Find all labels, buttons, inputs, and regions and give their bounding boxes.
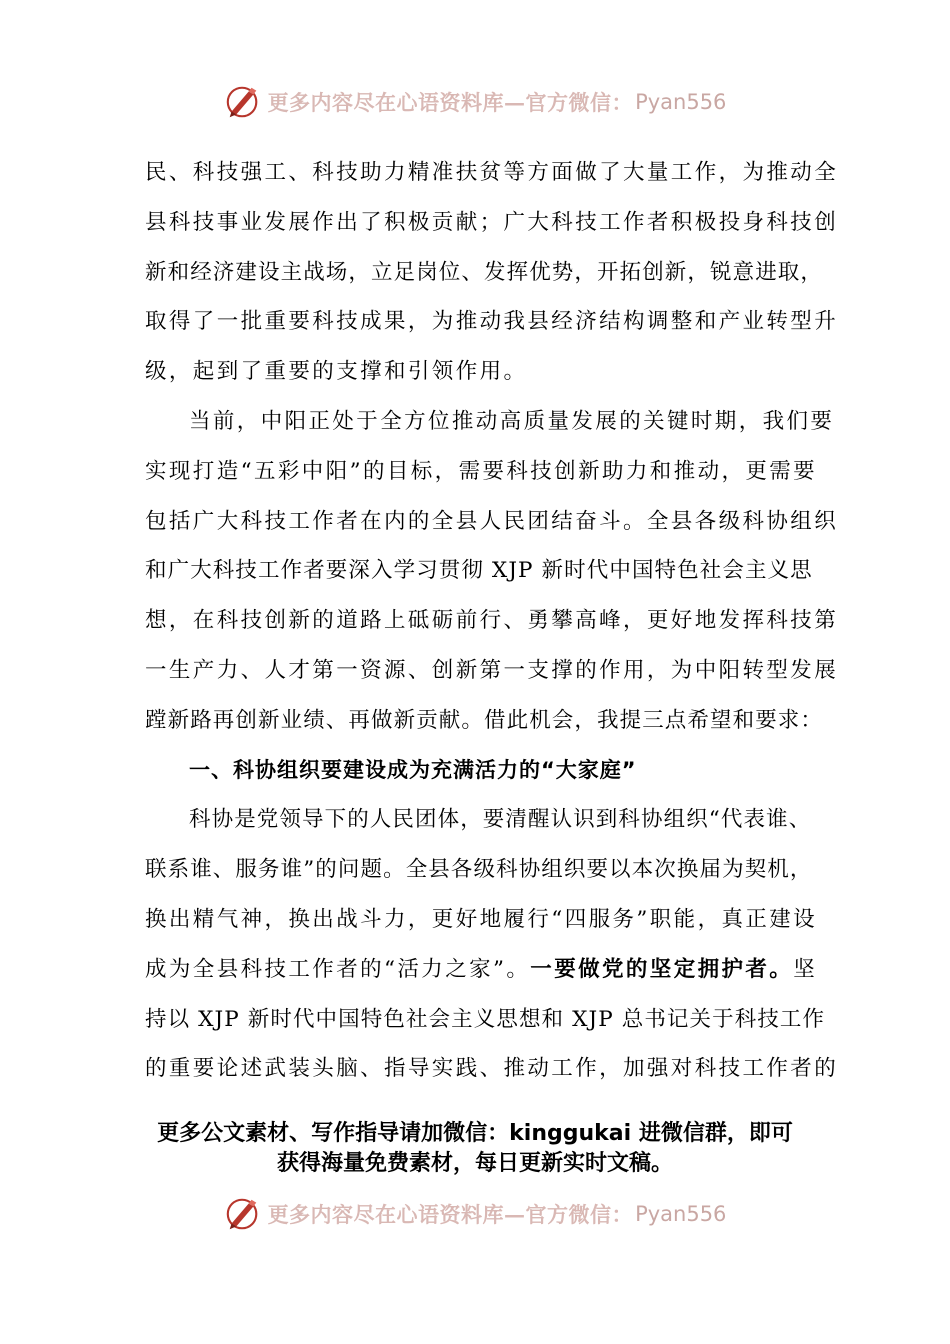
paragraph-line: 科协是党领导下的人民团体，要清醒认识到科协组织“代表谁、 xyxy=(189,807,812,833)
promo-block xyxy=(0,1119,950,1179)
pen-logo-icon xyxy=(224,83,262,121)
paragraph-line: 当前，中阳正处于全方位推动高质量发展的关键时期，我们要 xyxy=(189,408,835,434)
paragraph-line xyxy=(145,945,817,995)
paragraph-line: 取得了一批重要科技成果，为推动我县经济结构调整和产业转型升 xyxy=(145,309,839,335)
paragraph-line: 新和经济建设主战场，立足岗位、发挥优势，开拓创新，锐意进取， xyxy=(145,259,824,285)
header-banner-text: 更多内容尽在心语资料库—官方微信： xyxy=(267,90,634,115)
paragraph-line: 实现打造“五彩中阳”的目标，需要科技创新助力和推动，更需要 xyxy=(145,458,818,484)
section-heading: 一、科协组织要建设成为充满活力的“大家庭” xyxy=(189,757,637,782)
header-banner xyxy=(0,82,950,122)
promo-line: 获得海量免费素材，每日更新实时文稿。 xyxy=(276,1151,673,1176)
paragraph-text: 成为全县科技工作者的“活力之家”。 xyxy=(145,956,531,982)
document-body xyxy=(145,148,839,1094)
bold-lead-phrase: 一要做党的坚定拥护者。 xyxy=(530,956,794,982)
paragraph-line: 一生产力、人才第一资源、创新第一支撑的作用，为中阳转型发展 xyxy=(145,657,839,683)
footer-wechat-id: Pyan556 xyxy=(635,1202,727,1226)
paragraph-line: 蹚新路再创新业绩、再做新贡献。借此机会，我提三点希望和要求： xyxy=(145,707,824,733)
paragraph-line: 想，在科技创新的道路上砥砺前行、勇攀高峰，更好地发挥科技第 xyxy=(145,608,839,634)
paragraph-line: 民、科技强工、科技助力精准扶贫等方面做了大量工作，为推动全 xyxy=(145,160,839,185)
paragraph-text: 坚 xyxy=(793,956,818,982)
promo-line: 更多公文素材、写作指导请加微信：kinggukai 进微信群，即可 xyxy=(157,1121,793,1146)
paragraph-line: 包括广大科技工作者在内的全县人民团结奋斗。全县各级科协组织 xyxy=(145,508,839,534)
footer-banner xyxy=(0,1194,950,1234)
paragraph-line: 的重要论述武装头脑、指导实践、推动工作，加强对科技工作者的 xyxy=(145,1056,839,1082)
paragraph-line: 县科技事业发展作出了积极贡献；广大科技工作者积极投身科技创 xyxy=(145,209,839,235)
paragraph-line: 和广大科技工作者要深入学习贯彻 XJP 新时代中国特色社会主义思 xyxy=(145,558,813,584)
paragraph-line: 持以 XJP 新时代中国特色社会主义思想和 XJP 总书记关于科技工作 xyxy=(145,1006,826,1032)
header-wechat-id: Pyan556 xyxy=(635,90,727,114)
paragraph-line: 联系谁、服务谁”的问题。全县各级科协组织要以本次换届为契机， xyxy=(145,857,813,883)
paragraph-line: 级，起到了重要的支撑和引领作用。 xyxy=(145,359,528,385)
pen-logo-icon xyxy=(224,1195,262,1233)
paragraph-line: 换出精气神，换出战斗力，更好地履行“四服务”职能，真正建设 xyxy=(145,906,818,932)
footer-banner-text: 更多内容尽在心语资料库—官方微信： xyxy=(267,1202,634,1227)
